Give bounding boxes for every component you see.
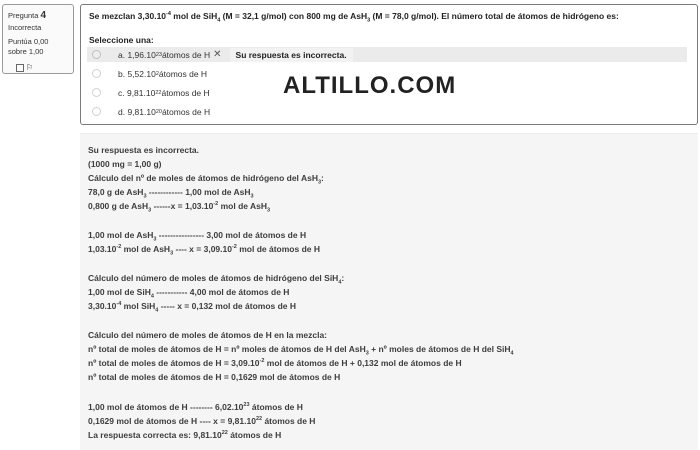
feedback-line: nº total de moles de átomos de H = 0,1629 mol de átomos de H (88, 372, 341, 382)
feedback-line: 1,00 mol de AsH$_3$ ---------------- 3,00 mol de átomos de H (88, 230, 307, 243)
feedback-line: Cálculo del número de moles de átomos de hidrógeno del SiH$_4$: (88, 273, 345, 286)
flag-checkbox[interactable] (16, 64, 24, 72)
flag-question-button[interactable] (16, 63, 68, 74)
watermark: ALTILLO.COM (283, 72, 457, 99)
flag-icon: ⚐ (26, 62, 34, 72)
feedback-line: 0,1629 mol de átomos de H ---- $x = 9,81.10^{22}$ átomos de H (88, 416, 316, 426)
question-info (2, 4, 74, 74)
correct-answer: La respuesta correcta es: 9,81.10$^{22}$ átomos de H (88, 430, 282, 440)
feedback-line: $3,30.10^{-4}$ mol SiH$_4$ ----- x = 0,132 mol de átomos de H (88, 301, 297, 314)
incorrect-icon: ✕ (213, 49, 222, 60)
radio-d[interactable] (92, 107, 101, 116)
question-number: Pregunta 4 (8, 10, 47, 21)
feedback-line: 1,00 mol de SiH$_4$ ----------- 4,00 mol de átomos de H (88, 287, 290, 300)
radio-a[interactable] (92, 50, 101, 59)
radio-b[interactable] (92, 69, 101, 78)
inline-feedback: Su respuesta es incorrecta. (230, 48, 353, 62)
question-text: Se mezclan $3,30.10^{-4}$ mol de SiH$_4$ (M = 32,1 g/mol) con 800 mg de AsH$_3$ (M = 78,0 g/mol). El número total de átomos de hidrógeno es: (89, 11, 619, 24)
feedback-line: 78,0 g de AsH$_3$ ------------ 1,00 mol de AsH$_3$ (88, 187, 254, 200)
general-feedback (80, 133, 698, 450)
question-status: Incorrecta (8, 22, 42, 32)
question-score: Puntúa 0,00 sobre 1,00 (8, 36, 49, 56)
feedback-line: 1,00 mol de átomos de H -------- 6,02.10$^{23}$ átomos de H (88, 402, 303, 412)
feedback-line: Cálculo del número de moles de átomos de H en la mezcla: (88, 330, 328, 340)
radio-c[interactable] (92, 88, 101, 97)
answer-option-c[interactable]: c. 9,81.10 22 átomos de H (87, 85, 687, 100)
feedback-line: (1000 mg = 1,00 g) (88, 159, 162, 169)
question-box (80, 4, 698, 125)
answer-option-a[interactable]: a. 1,96.10 23 átomos de H ✕ Su respuesta es incorrecta. (87, 47, 687, 62)
feedback-line: $1,03.10^{-2}$ mol de AsH$_3$ ---- $x = 3,09.10^{-2}$ mol de átomos de H (88, 244, 320, 257)
answer-option-d[interactable]: d. 9,81.10 20 átomos de H (87, 104, 687, 119)
feedback-line: Su respuesta es incorrecta. (88, 145, 200, 155)
feedback-line: 0,800 g de AsH$_3$ $------x = 1,03.10^{-2}$ mol de AsH$_3$ (88, 201, 271, 214)
feedback-line: Cálculo del nº de moles de átomos de hidrógeno del AsH$_3$: (88, 173, 324, 186)
answer-option-b[interactable]: b. 5,52.10 2 átomos de H (87, 66, 687, 81)
feedback-line: nº total de moles de átomos de H = nº moles de átomos de H del AsH$_3$ + nº moles de átomos de H del SiH$_4$ (88, 344, 514, 357)
feedback-line: nº total de moles de átomos de $H = 3,09.10^{-2}$ mol de átomos de H + 0,132 mol de átomos de H (88, 358, 462, 368)
select-one-label: Seleccione una: (89, 35, 154, 45)
